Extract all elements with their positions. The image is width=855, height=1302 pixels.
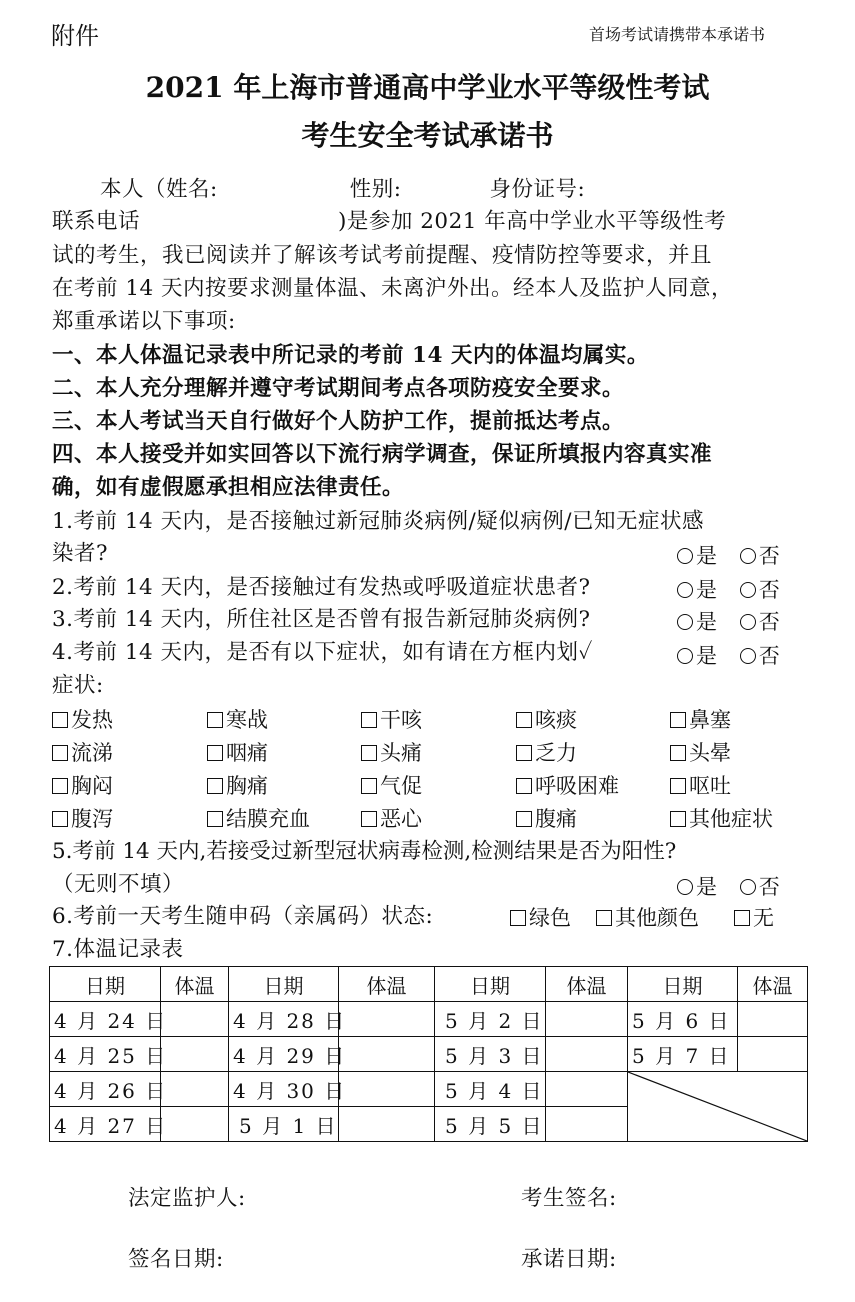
date-cell: 5 月 2 日 — [435, 1002, 546, 1037]
table-header-row — [50, 967, 808, 1002]
symptom-item[interactable]: 其他症状 — [670, 803, 773, 833]
symptom-item[interactable]: 咳痰 — [516, 704, 577, 734]
q1-yes-radio[interactable]: 是 — [677, 544, 717, 568]
temp-input-cell[interactable] — [339, 1107, 435, 1142]
intro-line5: 郑重承诺以下事项: — [52, 309, 236, 334]
temp-input-cell[interactable] — [161, 1107, 229, 1142]
date-cell: 4 月 26 日 — [50, 1072, 161, 1107]
checkbox-icon — [516, 745, 532, 761]
q3-yes-radio[interactable]: 是 — [677, 610, 717, 634]
date-header: 日期 — [628, 967, 738, 1002]
temp-input-cell[interactable] — [339, 1072, 435, 1107]
question-5a: 5.考前 14 天内,若接受过新型冠状病毒检测,检测结果是否为阳性? — [52, 839, 677, 864]
q3-options — [677, 606, 780, 636]
doc-title-line2: 考生安全考试承诺书 — [301, 119, 554, 152]
attachment-label: 附件 — [51, 22, 99, 50]
symptoms-label: 症状: — [52, 673, 104, 698]
symptom-item[interactable]: 发热 — [52, 704, 113, 734]
checkbox-icon — [670, 811, 686, 827]
intro-line3: 试的考生，我已阅读并了解该考试考前提醒、疫情防控等要求，并且 — [52, 243, 713, 268]
date-header: 日期 — [229, 967, 339, 1002]
q6-green-checkbox[interactable]: 绿色 — [510, 902, 571, 932]
temp-input-cell[interactable] — [738, 1037, 808, 1072]
radio-circle-icon — [677, 614, 693, 630]
symptom-item[interactable]: 恶心 — [361, 803, 422, 833]
q4-options — [677, 640, 780, 670]
checkbox-icon — [207, 811, 223, 827]
symptom-item[interactable]: 寒战 — [207, 704, 268, 734]
q6-none-checkbox[interactable]: 无 — [734, 902, 774, 932]
symptom-item[interactable]: 胸闷 — [52, 770, 113, 800]
symptom-item[interactable]: 胸痛 — [207, 770, 268, 800]
date-cell: 5 月 1 日 — [229, 1107, 339, 1142]
intro-line2: 联系电话 )是参加 2021 年高中学业水平等级性考 — [52, 209, 727, 234]
temp-input-cell[interactable] — [546, 1037, 628, 1072]
temp-input-cell[interactable] — [546, 1002, 628, 1037]
checkbox-icon — [516, 712, 532, 728]
date-cell: 4 月 30 日 — [229, 1072, 339, 1107]
temp-input-cell[interactable] — [161, 1072, 229, 1107]
question-3: 3.考前 14 天内，所住社区是否曾有报告新冠肺炎病例? — [52, 607, 591, 632]
temp-header: 体温 — [339, 967, 435, 1002]
temp-input-cell[interactable] — [546, 1107, 628, 1142]
checkbox-icon — [361, 811, 377, 827]
radio-circle-icon — [677, 548, 693, 564]
symptom-item[interactable]: 呕吐 — [670, 770, 731, 800]
temp-header: 体温 — [161, 967, 229, 1002]
radio-circle-icon — [677, 582, 693, 598]
checkbox-icon — [670, 778, 686, 794]
sign-date-label: 签名日期: — [128, 1247, 224, 1272]
date-cell: 5 月 5 日 — [435, 1107, 546, 1142]
candidate-signature-label: 考生签名: — [521, 1186, 617, 1211]
date-cell: 5 月 7 日 — [628, 1037, 738, 1072]
radio-circle-icon — [740, 582, 756, 598]
q5-yes-radio[interactable]: 是 — [677, 875, 717, 899]
checkbox-icon — [361, 778, 377, 794]
radio-circle-icon — [740, 548, 756, 564]
temp-input-cell[interactable] — [546, 1072, 628, 1107]
checkbox-icon — [361, 745, 377, 761]
q2-yes-radio[interactable]: 是 — [677, 578, 717, 602]
intro-line4: 在考前 14 天内按要求测量体温、未离沪外出。经本人及监护人同意， — [52, 276, 734, 301]
checkbox-icon — [510, 910, 526, 926]
radio-circle-icon — [740, 879, 756, 895]
pledge-date-label: 承诺日期: — [521, 1247, 617, 1272]
q4-no-radio[interactable]: 否 — [740, 644, 780, 668]
symptom-item[interactable]: 结膜充血 — [207, 803, 310, 833]
date-header: 日期 — [435, 967, 546, 1002]
pledge-2: 二、本人充分理解并遵守考试期间考点各项防疫安全要求。 — [52, 376, 625, 401]
symptom-item[interactable]: 头痛 — [361, 737, 422, 767]
date-cell: 5 月 3 日 — [435, 1037, 546, 1072]
q6-other-checkbox[interactable]: 其他颜色 — [596, 902, 699, 932]
checkbox-icon — [207, 778, 223, 794]
temp-input-cell[interactable] — [339, 1002, 435, 1037]
symptom-item[interactable]: 乏力 — [516, 737, 577, 767]
checkbox-icon — [516, 778, 532, 794]
q2-options — [677, 574, 780, 604]
checkbox-icon — [670, 712, 686, 728]
checkbox-icon — [596, 910, 612, 926]
symptom-item[interactable]: 腹痛 — [516, 803, 577, 833]
table-row — [50, 1037, 808, 1072]
symptom-item[interactable]: 流涕 — [52, 737, 113, 767]
checkbox-icon — [207, 712, 223, 728]
q5-options — [677, 871, 780, 901]
symptom-item[interactable]: 咽痛 — [207, 737, 268, 767]
pledge-1: 一、本人体温记录表中所记录的考前 14 天内的体温均属实。 — [52, 343, 649, 368]
radio-circle-icon — [740, 614, 756, 630]
table-row — [50, 1072, 808, 1107]
date-cell: 4 月 29 日 — [229, 1037, 339, 1072]
checkbox-icon — [670, 745, 686, 761]
radio-circle-icon — [677, 879, 693, 895]
q3-no-radio[interactable]: 否 — [740, 610, 780, 634]
date-cell: 5 月 4 日 — [435, 1072, 546, 1107]
question-2: 2.考前 14 天内，是否接触过有发热或呼吸道症状患者? — [52, 575, 591, 600]
question-6: 6.考前一天考生随申码（亲属码）状态: — [52, 904, 434, 929]
question-1b: 染者? — [52, 541, 109, 566]
crossed-out-cell — [628, 1072, 808, 1142]
question-7: 7.体温记录表 — [52, 937, 184, 962]
checkbox-icon — [52, 712, 68, 728]
pledge-4b: 确，如有虚假愿承担相应法律责任。 — [52, 475, 405, 500]
temp-input-cell[interactable] — [339, 1037, 435, 1072]
pledge-4a: 四、本人接受并如实回答以下流行病学调查，保证所填报内容真实准 — [52, 442, 713, 467]
temp-input-cell[interactable] — [161, 1002, 229, 1037]
q5-no-radio[interactable]: 否 — [740, 875, 780, 899]
pledge-3: 三、本人考试当天自行做好个人防护工作，提前抵达考点。 — [52, 409, 625, 434]
symptom-item[interactable]: 呼吸困难 — [516, 770, 619, 800]
temp-input-cell[interactable] — [161, 1037, 229, 1072]
guardian-signature-label: 法定监护人: — [128, 1186, 246, 1211]
checkbox-icon — [52, 745, 68, 761]
symptom-item[interactable]: 头晕 — [670, 737, 731, 767]
symptom-item[interactable]: 气促 — [361, 770, 422, 800]
checkbox-icon — [516, 811, 532, 827]
date-cell: 4 月 25 日 — [50, 1037, 161, 1072]
checkbox-icon — [734, 910, 750, 926]
header-note: 首场考试请携带本承诺书 — [589, 25, 766, 44]
question-4: 4.考前 14 天内，是否有以下症状，如有请在方框内划✓ — [52, 640, 593, 665]
date-cell: 4 月 24 日 — [50, 1002, 161, 1037]
doc-title-line1: 2021 年上海市普通高中学业水平等级性考试 — [145, 71, 710, 104]
intro-line1: 本人（姓名: 性别: 身份证号: — [100, 177, 586, 202]
symptom-item[interactable]: 腹泻 — [52, 803, 113, 833]
question-1a: 1.考前 14 天内，是否接触过新冠肺炎病例/疑似病例/已知无症状感 — [52, 509, 705, 534]
symptom-item[interactable]: 鼻塞 — [670, 704, 731, 734]
q1-options — [677, 540, 780, 570]
date-cell: 5 月 6 日 — [628, 1002, 738, 1037]
checkbox-icon — [207, 745, 223, 761]
q1-no-radio[interactable]: 否 — [740, 544, 780, 568]
question-5b: （无则不填） — [52, 872, 185, 897]
checkbox-icon — [52, 811, 68, 827]
radio-circle-icon — [740, 648, 756, 664]
temperature-table — [49, 966, 808, 1142]
date-header: 日期 — [50, 967, 161, 1002]
date-cell: 4 月 28 日 — [229, 1002, 339, 1037]
temp-header: 体温 — [546, 967, 628, 1002]
temp-input-cell[interactable] — [738, 1002, 808, 1037]
radio-circle-icon — [677, 648, 693, 664]
symptom-item[interactable]: 干咳 — [361, 704, 422, 734]
q4-yes-radio[interactable]: 是 — [677, 644, 717, 668]
date-cell: 4 月 27 日 — [50, 1107, 161, 1142]
diagonal-line — [628, 1072, 807, 1141]
temp-header: 体温 — [738, 967, 808, 1002]
checkbox-icon — [52, 778, 68, 794]
checkbox-icon — [361, 712, 377, 728]
table-row — [50, 1002, 808, 1037]
q2-no-radio[interactable]: 否 — [740, 578, 780, 602]
